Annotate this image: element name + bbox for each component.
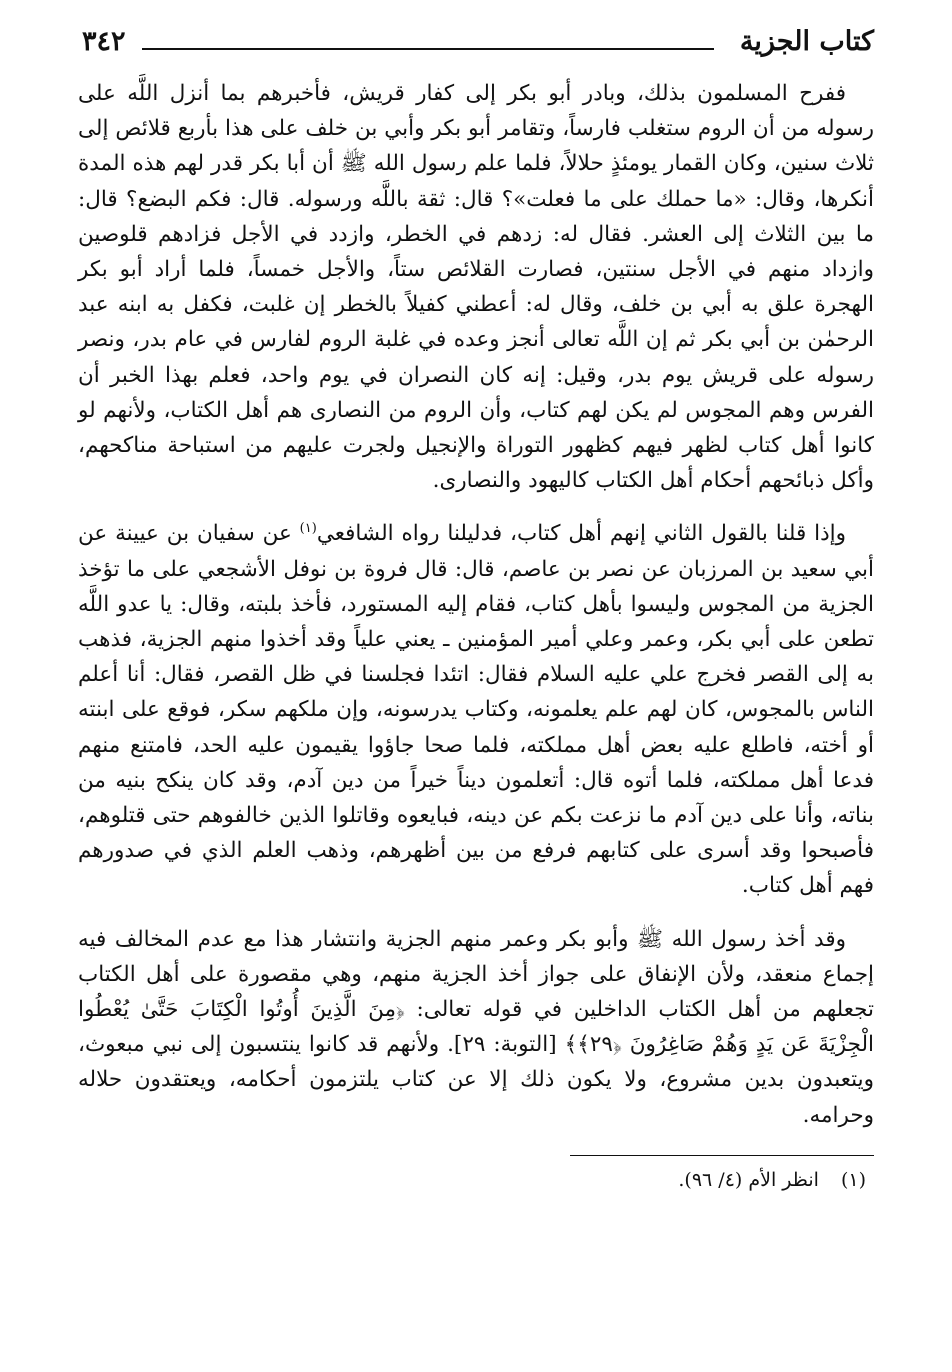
paragraph-text: وإذا قلنا بالقول الثاني إنهم أهل كتاب، فدليلنا رواه الشافعي [316,521,847,547]
footnote-text: انظر الأم (٤/ ٩٦). [678,1168,819,1191]
main-text [78,76,874,1133]
header-rule [142,48,714,50]
paragraph-1 [78,76,874,498]
page [78,22,874,1352]
paragraph-text: وقد أخذ رسول الله ﷺ وأبو بكر وعمر منهم الجزية وانتشار هذا مع عدم المخالف فيه إجماع منعقد، ولأن الإنفاق على جواز أخذ الجزية منهم، وهي مقصورة على أهل الكتاب تجعلهم من أهل الكتاب الداخلين في قوله تعالى: ﴿مِنَ الَّذِينَ أُوتُوا الْكِتَابَ حَتَّىٰ يُعْطُوا الْجِزْيَةَ عَن يَدٍ وَهُمْ صَاغِرُونَ ﴿٢٩﴾﴾ [التوبة: ٢٩]. ولأنهم قد كانوا ينتسبون إلى نبي مبعوث، ويتعبدون بدين مشروع، ولا يكون ذلك إلا عن كتاب يلتزمون أحكامه، ويعتقدون حلاله وحرامه. [78,926,874,1128]
footnote-number: (١) [840,1168,866,1191]
chapter-title: كتاب الجزية [739,26,874,57]
page-number: ٣٤٢ [82,26,126,57]
footnote-marker[interactable]: (١) [299,521,317,537]
running-header [78,22,874,64]
footnote [78,1166,874,1194]
paragraph-text: ففرح المسلمون بذلك، وبادر أبو بكر إلى كفار قريش، فأخبرهم بما أنزل اللَّه على رسوله من أن الروم ستغلب فارساً، وتقامر أبو بكر وأبي بن خلف على هذا بأربع قلائص إلى ثلاث سنين، وكان القمار يومئذٍ حلالاً، فلما علم رسول الله ﷺ أن أبا بكر قدر لهم هذه المدة أنكرها، وقال: «ما حملك على ما فعلت»؟ قال: ثقة باللَّه ورسوله. قال: فكم البضع؟ قال: ما بين الثلاث إلى العشر. فقال له: زدهم في الخطر، وازدد في الأجل فزادهم قلوصين وازداد منهم في الأجل سنتين، فصارت القلائص ستاً، والأجل خمساً، فلما أراد أبو بكر الهجرة علق به أبي بن خلف، وقال له: أعطني كفيلاً بالخطر إن غلبت، فكفل به ابنه عبد الرحمٰن بن أبي بكر ثم إن اللَّه تعالى أنجز وعده في غلبة الروم لفارس في عام بدر، ونصر رسوله على قريش يوم بدر، وقيل: إنه كان النصران في يوم واحد، فعلم بهذا الخبر أن الفرس وهم المجوس لم يكن لهم كتاب، وأن الروم من النصارى هم أهل الكتاب، ولأنهم لو كانوا أهل كتاب لظهر فيهم كظهور التوراة والإنجيل ولجرت عليهم من استباحة مناكحهم، وأكل ذبائحهم أحكام أهل الكتاب كاليهود والنصارى. [78,81,874,494]
paragraph-3 [78,922,874,1133]
paragraph-2 [78,516,874,903]
footnote-rule [570,1155,874,1156]
paragraph-text: عن سفيان بن عيينة عن أبي سعيد بن المرزبان عن نصر بن عاصم، قال: قال فروة بن نوفل الأشجعي على ما تؤخذ الجزية من المجوس وليسوا بأهل كتاب، فقام إليه المستورد، فأخذ بلبته، وقال: يا عدو اللَّه تطعن على أبي بكر، وعمر وعلي أمير المؤمنين ـ يعني علياً وقد أخذوا منهم الجزية، فذهب به إلى القصر فخرج علي عليه السلام فقال: اتئدا فجلسنا في ظل القصر، فقال: أنا أعلم الناس بالمجوس، كان لهم علم يعلمونه، وكتاب يدرسونه، وإن ملكهم سكر، فوقع على ابنته أو أخته، فاطلع عليه بعض أهل مملكته، فلما صحا جاؤوا يقيمون عليه الحد، فامتنع منهم فدعا أهل مملكته، فلما أتوه قال: أتعلمون ديناً خيراً من دين آدم، وقد كان ينكح بنيه من بناته، وأنا على دين آدم ما نزعت بكم عن دينه، فبايعوه وقاتلوا الذين خالفوهم حتى قتلوهم، فأصبحوا وقد أسرى على كتابهم فرفع من بين أظهرهم، وذهب العلم الذي في صدورهم فهم أهل كتاب. [78,521,874,899]
